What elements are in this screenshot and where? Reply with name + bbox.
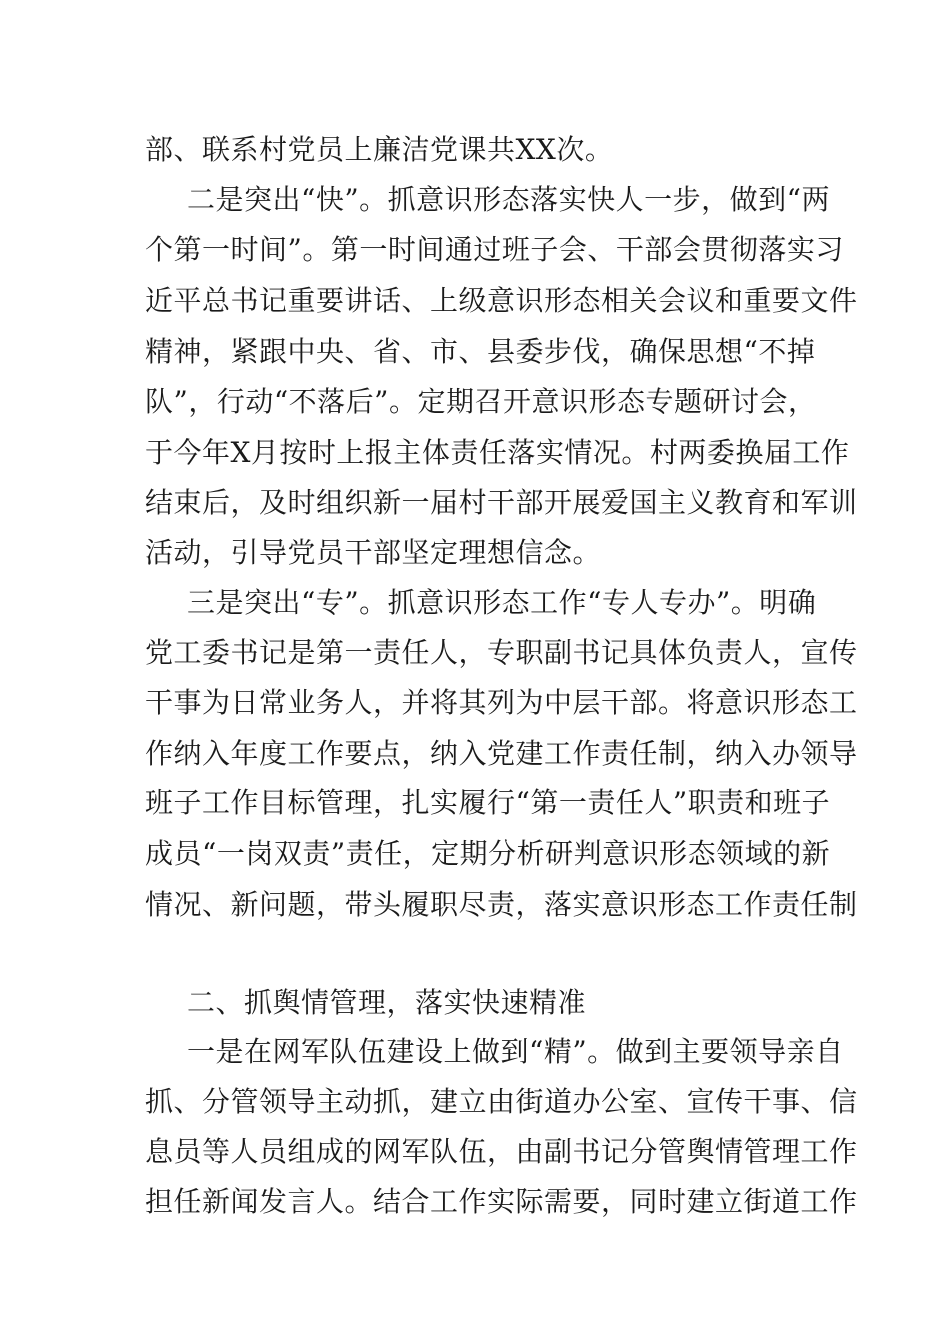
text-line: 担任新闻发言人。结合工作实际需要，同时建立街道工作 bbox=[145, 1185, 858, 1218]
text-line: 党工委书记是第一责任人，专职副书记具体负责人，宣传 bbox=[145, 636, 858, 669]
text-line: 活动，引导党员干部坚定理想信念。 bbox=[145, 536, 602, 569]
paragraph-start-line: 一是在网军队伍建设上做到“精”。做到主要领导亲自 bbox=[187, 1035, 844, 1068]
text-line: 作纳入年度工作要点，纳入党建工作责任制，纳入办领导 bbox=[145, 737, 858, 770]
text-line: 队”，行动“不落后”。定期召开意识形态专题研讨会， bbox=[145, 385, 817, 418]
text-line: 结束后，及时组织新一届村干部开展爱国主义教育和军训 bbox=[145, 486, 858, 519]
paragraph-start-line: 三是突出“专”。抓意识形态工作“专人专办”。明确 bbox=[187, 586, 817, 619]
text-line: 干事为日常业务人，并将其列为中层干部。将意识形态工 bbox=[145, 686, 858, 719]
section-heading: 二、抓舆情管理，落实快速精准 bbox=[187, 986, 587, 1019]
text-line: 精神，紧跟中央、省、市、县委步伐，确保思想“不掉 bbox=[145, 335, 816, 368]
paragraph-start-line: 二是突出“快”。抓意识形态落实快人一步，做到“两 bbox=[187, 183, 830, 216]
text-line: 成员“一岗双责”责任，定期分析研判意识形态领域的新 bbox=[145, 837, 831, 870]
text-line: 情况、新问题，带头履职尽责，落实意识形态工作责任制 bbox=[145, 888, 858, 921]
text-line: 个第一时间”。第一时间通过班子会、干部会贯彻落实习 bbox=[145, 233, 844, 266]
text-line: 班子工作目标管理，扎实履行“第一责任人”职责和班子 bbox=[145, 786, 831, 819]
text-line: 部、联系村党员上廉洁党课共XX次。 bbox=[145, 133, 614, 166]
text-line: 息员等人员组成的网军队伍，由副书记分管舆情管理工作 bbox=[145, 1135, 858, 1168]
text-line: 抓、分管领导主动抓，建立由街道办公室、宣传干事、信 bbox=[145, 1085, 858, 1118]
text-line: 近平总书记重要讲话、上级意识形态相关会议和重要文件 bbox=[145, 284, 858, 317]
text-line: 于今年X月按时上报主体责任落实情况。村两委换届工作 bbox=[145, 436, 850, 469]
